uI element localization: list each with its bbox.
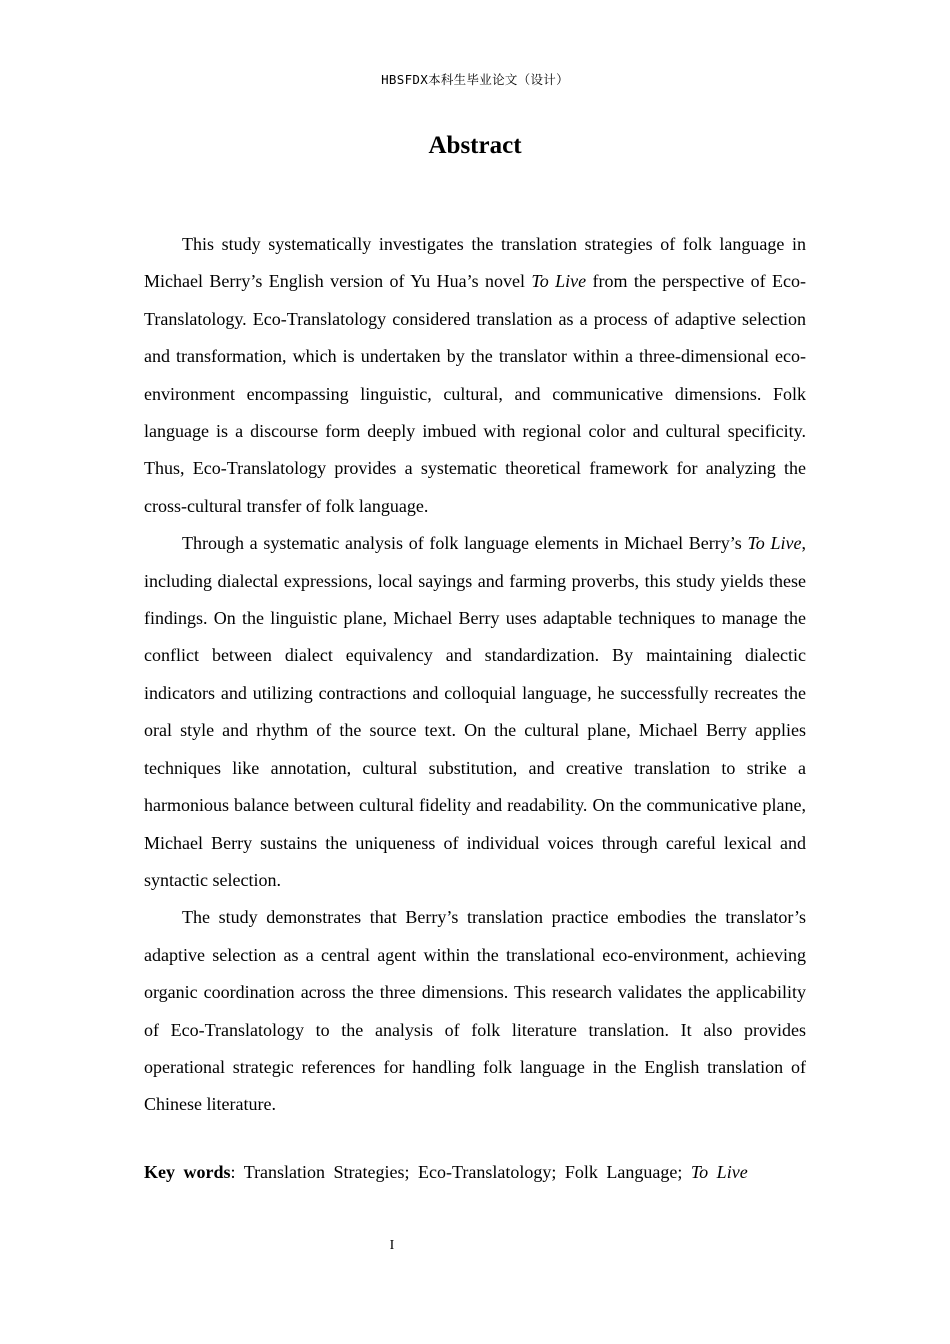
keywords-separator: : [230, 1162, 236, 1182]
keywords-line [144, 1154, 806, 1191]
abstract-body [144, 226, 806, 1124]
paragraph-text: Through a systematic analysis of folk language elements in Michael Berry’s [182, 533, 748, 554]
keywords-terms: Translation Strategies; Eco-Translatology; Folk Language; [243, 1162, 683, 1182]
abstract-paragraph-2 [144, 525, 806, 899]
paragraph-text: , including dialectal expressions, local sayings and farming proverbs, this study yields these findings. On the linguistic plane, Michael Berry uses adaptable techniques to manage the conflict between dialect equivalency and standardization. By maintaining dialectic indicators and utilizing contractions and colloquial language, he successfully recreates the oral style and rhythm of the source text. On the cultural plane, Michael Berry applies techniques like annotation, cultural substitution, and creative translation to strike a harmonious balance between cultural fidelity and readability. On the communicative plane, Michael Berry sustains the uniqueness of individual voices through careful lexical and syntactic selection. [144, 533, 806, 890]
paragraph-text: The study demonstrates that Berry’s translation practice embodies the translator’s adaptive selection as a central agent within the translational eco-environment, achieving organic coordination across the three dimensions. This research validates the applicability of Eco-Translatology to the analysis of folk literature translation. It also provides operational strategic references for handling folk language in the English translation of Chinese literature. [144, 907, 806, 1115]
novel-title-italic: To Live [531, 271, 587, 292]
page-number: I [389, 1238, 395, 1253]
abstract-paragraph-1 [144, 226, 806, 525]
paragraph-text: This study systematically investigates the translation strategies of folk language in Michael Berry’s English version of Yu Hua’s novel [144, 234, 806, 292]
abstract-paragraph-3 [144, 899, 806, 1123]
paragraph-text: from the perspective of Eco-Translatology. Eco-Translatology considered translation as a process of adaptive selection and transformation, which is undertaken by the translator within a three-dimensional eco-environment encompassing linguistic, cultural, and communicative dimensions. Folk language is a discourse form deeply imbued with regional color and cultural specificity. Thus, Eco-Translatology provides a systematic theoretical framework for analyzing the cross-cultural transfer of folk language. [144, 271, 806, 516]
keywords-label: Key words [144, 1162, 231, 1182]
abstract-title: Abstract [428, 132, 522, 159]
running-header: HBSFDX本科生毕业论文（设计） [381, 72, 569, 87]
novel-title-italic: To Live [747, 533, 802, 554]
keywords-italic-term: To Live [690, 1162, 748, 1182]
